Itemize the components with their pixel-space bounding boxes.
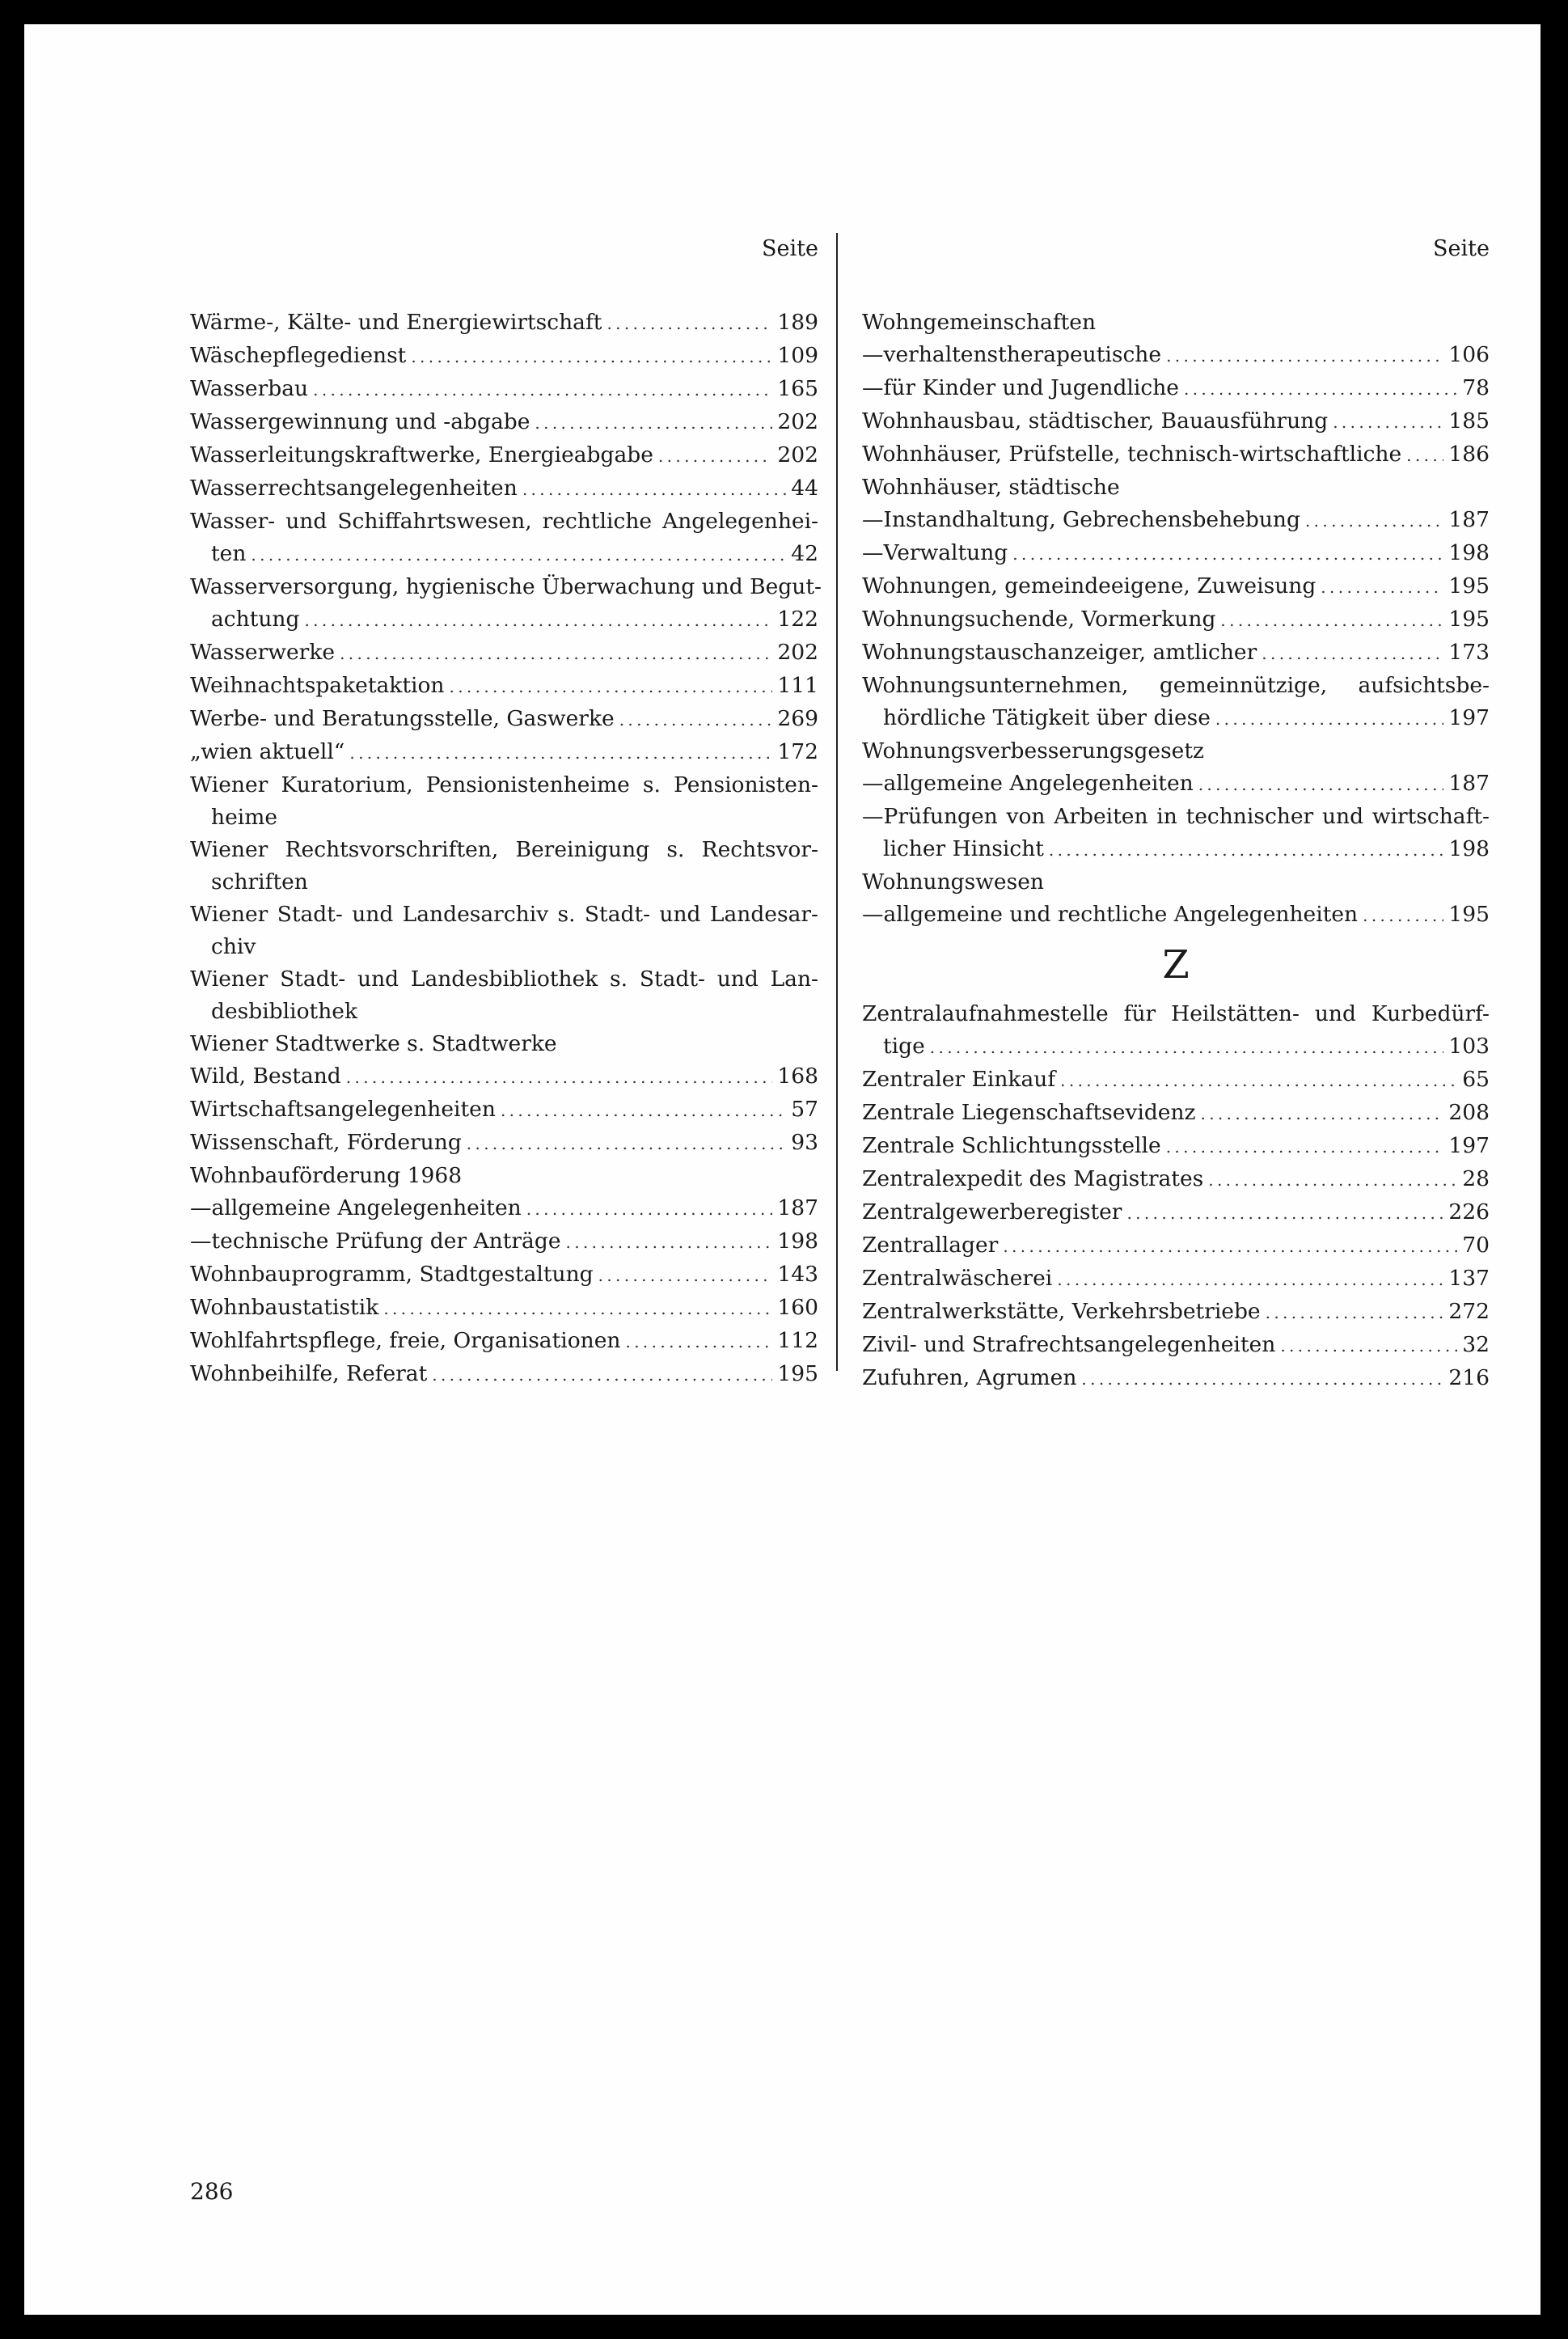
- dot-leader: [1363, 899, 1443, 932]
- dot-leader: [432, 1358, 772, 1391]
- entry-label: Zentraler Einkauf: [862, 1067, 1056, 1092]
- entry-label: —allgemeine und rechtliche Angelegenheiten: [862, 902, 1359, 927]
- entry-page-number: 195: [1448, 573, 1490, 598]
- entry-label: achtung: [211, 607, 300, 632]
- index-entry: Wiener Stadtwerke s. Stadtwerke: [190, 1031, 557, 1056]
- entry-label: Zentrale Schlichtungsstelle: [862, 1133, 1161, 1158]
- entry-page-number: 269: [777, 706, 818, 731]
- index-entry-line: Wiener Kuratorium, Pensionistenheime s. Pensionisten-: [190, 772, 818, 797]
- index-entry: [862, 1030, 1490, 1064]
- index-entry: [190, 1225, 818, 1258]
- index-entry-continuation: chiv: [211, 934, 256, 959]
- entry-label: Wohnungen, gemeindeeigene, Zuweisung: [862, 573, 1317, 598]
- index-entry: [862, 1097, 1490, 1130]
- index-entry-line: Wohnungsunternehmen, gemeinnützige, aufsichtsbe-: [862, 673, 1490, 698]
- entry-label: tige: [883, 1034, 925, 1059]
- dot-leader: [1081, 1362, 1443, 1395]
- index-entry: [862, 405, 1490, 438]
- entry-page-number: 197: [1448, 705, 1490, 730]
- dot-leader: [1201, 1097, 1444, 1130]
- index-entry-line: Wasser- und Schiffahrtswesen, rechtliche Angelegenhei-: [190, 509, 818, 534]
- index-entry-line: —Prüfungen von Arbeiten in technischer und wirtschaft-: [862, 804, 1490, 829]
- index-entry: [862, 833, 1490, 866]
- index-entry: [190, 538, 818, 571]
- entry-page-number: 70: [1462, 1233, 1490, 1258]
- dot-leader: [1215, 702, 1443, 735]
- index-entry: [190, 1325, 818, 1358]
- index-entry: [862, 899, 1490, 932]
- right-seite-header: Seite: [1433, 236, 1490, 261]
- index-entry: [862, 570, 1490, 603]
- index-entry: [862, 537, 1490, 570]
- dot-leader: [1060, 1064, 1457, 1097]
- index-entry: [862, 1229, 1490, 1263]
- entry-page-number: 198: [1448, 540, 1490, 565]
- index-entry: [862, 768, 1490, 801]
- entry-label: Wäschepflegedienst: [190, 343, 407, 368]
- entry-page-number: 109: [777, 343, 818, 368]
- index-entry: [862, 1196, 1490, 1229]
- entry-page-number: 42: [791, 541, 818, 566]
- entry-page-number: 168: [777, 1064, 818, 1089]
- dot-leader: [1198, 768, 1444, 801]
- entry-label: —für Kinder und Jugendliche: [862, 375, 1179, 400]
- entry-page-number: 195: [1448, 607, 1490, 632]
- index-entry: [190, 1292, 818, 1325]
- left-index-list: [190, 307, 822, 1391]
- dot-leader: [449, 670, 772, 703]
- dot-leader: [658, 439, 772, 472]
- entry-label: Wasserrechtsangelegenheiten: [190, 476, 518, 501]
- entry-page-number: 143: [777, 1262, 818, 1287]
- entry-label: Wild, Bestand: [190, 1064, 341, 1089]
- entry-page-number: 44: [791, 476, 818, 501]
- dot-leader: [411, 340, 772, 373]
- document-page: [24, 24, 1541, 2315]
- entry-page-number: 78: [1462, 375, 1490, 400]
- entry-page-number: 93: [791, 1130, 818, 1155]
- dot-leader: [304, 603, 772, 637]
- entry-page-number: 186: [1448, 442, 1490, 467]
- column-divider: [836, 233, 838, 1371]
- entry-label: licher Hinsicht: [883, 836, 1044, 861]
- entry-page-number: 197: [1448, 1133, 1490, 1158]
- entry-page-number: 122: [777, 607, 818, 632]
- dot-leader: [1321, 570, 1443, 603]
- index-entry-continuation: heime: [211, 805, 278, 830]
- entry-label: Wasserwerke: [190, 640, 336, 665]
- dot-leader: [1333, 405, 1443, 438]
- entry-page-number: 160: [777, 1295, 818, 1320]
- entry-page-number: 195: [777, 1361, 818, 1386]
- index-entry: [190, 307, 818, 340]
- entry-page-number: 208: [1448, 1100, 1490, 1125]
- dot-leader: [930, 1030, 1444, 1064]
- entry-label: Wohnbeihilfe, Referat: [190, 1361, 428, 1386]
- dot-leader: [1049, 833, 1443, 866]
- dot-leader: [1208, 1163, 1457, 1196]
- entry-label: Zentralexpedit des Magistrates: [862, 1166, 1204, 1191]
- dot-leader: [313, 373, 772, 406]
- index-entry: [190, 1093, 818, 1127]
- index-entry: [190, 1060, 818, 1093]
- entry-page-number: 272: [1448, 1299, 1490, 1324]
- entry-label: Zentrallager: [862, 1233, 999, 1258]
- entry-label: „wien aktuell“: [190, 739, 345, 764]
- index-entry: [862, 339, 1490, 372]
- entry-page-number: 165: [777, 376, 818, 401]
- dot-leader: [340, 637, 772, 670]
- dot-leader: [1184, 372, 1457, 405]
- index-entry: [862, 1329, 1490, 1362]
- index-entry: [862, 637, 1490, 670]
- dot-leader: [1126, 1196, 1443, 1229]
- entry-page-number: 57: [791, 1097, 818, 1122]
- dot-leader: [1280, 1329, 1457, 1362]
- entry-page-number: 111: [777, 673, 818, 698]
- dot-leader: [626, 1325, 773, 1358]
- dot-leader: [501, 1093, 786, 1127]
- right-index-list: [862, 307, 1490, 1395]
- index-entry-line: Wiener Rechtsvorschriften, Bereinigung s. Rechtsvor-: [190, 837, 818, 862]
- dot-leader: [522, 472, 786, 505]
- entry-label: Zentrale Liegenschaftsevidenz: [862, 1100, 1196, 1125]
- entry-label: Zentralwäscherei: [862, 1266, 1053, 1291]
- index-entry: [190, 1358, 818, 1391]
- dot-leader: [383, 1292, 772, 1325]
- dot-leader: [1012, 537, 1443, 570]
- index-entry-line: Zentralaufnahmestelle für Heilstätten- und Kurbedürf-: [862, 1001, 1490, 1026]
- index-entry-line: Wiener Stadt- und Landesbibliothek s. Stadt- und Lan-: [190, 966, 818, 992]
- index-entry: [862, 702, 1490, 735]
- dot-leader: [1057, 1263, 1443, 1296]
- entry-label: —Instandhaltung, Gebrechensbehebung: [862, 507, 1300, 532]
- index-entry: [862, 1362, 1490, 1395]
- entry-label: Wohnbaustatistik: [190, 1295, 379, 1320]
- dot-leader: [1305, 504, 1443, 537]
- index-entry: [190, 637, 818, 670]
- index-entry: Wohnungswesen: [862, 869, 1044, 895]
- entry-label: Zentralgewerberegister: [862, 1199, 1122, 1224]
- index-entry: [862, 1163, 1490, 1196]
- left-seite-header: Seite: [762, 236, 818, 261]
- entry-page-number: 189: [777, 310, 818, 335]
- dot-leader: [467, 1127, 786, 1160]
- entry-label: Wasserbau: [190, 376, 309, 401]
- entry-page-number: 216: [1448, 1365, 1490, 1390]
- entry-label: Zufuhren, Agrumen: [862, 1365, 1077, 1390]
- index-entry-continuation: schriften: [211, 869, 308, 895]
- dot-leader: [1406, 438, 1443, 472]
- dot-leader: [1266, 1296, 1444, 1329]
- entry-page-number: 172: [777, 739, 818, 764]
- entry-label: Werbe- und Beratungsstelle, Gaswerke: [190, 706, 615, 731]
- entry-page-number: 198: [777, 1229, 818, 1254]
- dot-leader: [606, 307, 772, 340]
- entry-page-number: 65: [1462, 1067, 1490, 1092]
- index-entry: [190, 670, 818, 703]
- entry-label: Wärme-, Kälte- und Energiewirtschaft: [190, 310, 602, 335]
- entry-page-number: 112: [777, 1328, 818, 1353]
- entry-page-number: 32: [1462, 1332, 1490, 1357]
- entry-page-number: 202: [777, 640, 818, 665]
- index-entry: [190, 703, 818, 736]
- entry-label: Wassergewinnung und -abgabe: [190, 409, 530, 434]
- entry-page-number: 103: [1448, 1034, 1490, 1059]
- entry-label: Wohlfahrtspflege, freie, Organisationen: [190, 1328, 621, 1353]
- dot-leader: [598, 1258, 773, 1292]
- entry-label: Wohnbauprogramm, Stadtgestaltung: [190, 1262, 594, 1287]
- dot-leader: [1003, 1229, 1457, 1263]
- entry-label: Wohnhäuser, Prüfstelle, technisch-wirtschaftliche: [862, 442, 1402, 467]
- dot-leader: [1166, 1130, 1444, 1163]
- entry-label: hördliche Tätigkeit über diese: [883, 705, 1211, 730]
- index-entry: [862, 603, 1490, 637]
- entry-label: Wirtschaftsangelegenheiten: [190, 1097, 496, 1122]
- entry-label: ten: [211, 541, 247, 566]
- page-number: 286: [190, 2178, 234, 2205]
- entry-label: Wasserleitungskraftwerke, Energieabgabe: [190, 442, 653, 467]
- index-entry: [862, 1263, 1490, 1296]
- index-entry-line: Wasserversorgung, hygienische Überwachung und Begut-: [190, 574, 822, 599]
- entry-page-number: 198: [1448, 836, 1490, 861]
- entry-label: Zentralwerkstätte, Verkehrsbetriebe: [862, 1299, 1261, 1324]
- dot-leader: [1220, 603, 1443, 637]
- index-entry: [190, 1127, 818, 1160]
- entry-page-number: 185: [1448, 408, 1490, 434]
- dot-leader: [619, 703, 773, 736]
- index-entry: Wohnungsverbesserungsgesetz: [862, 738, 1204, 763]
- index-entry: [190, 1258, 818, 1292]
- entry-label: Wohnhausbau, städtischer, Bauausführung: [862, 408, 1329, 434]
- index-entry: [190, 373, 818, 406]
- index-entry: Wohnbauförderung 1968: [190, 1163, 463, 1188]
- dot-leader: [349, 736, 772, 769]
- entry-label: Zivil- und Strafrechtsangelegenheiten: [862, 1332, 1276, 1357]
- entry-label: Wissenschaft, Förderung: [190, 1130, 462, 1155]
- section-letter-heading: Z: [1162, 942, 1190, 988]
- dot-leader: [251, 538, 786, 571]
- entry-page-number: 106: [1448, 342, 1490, 367]
- index-entry: [862, 504, 1490, 537]
- index-entry: Wohngemeinschaften: [862, 310, 1097, 335]
- index-entry: [862, 1130, 1490, 1163]
- index-entry: [190, 406, 818, 439]
- dot-leader: [346, 1060, 773, 1093]
- dot-leader: [1166, 339, 1443, 372]
- entry-page-number: 187: [777, 1195, 818, 1220]
- entry-label: Weihnachtspaketaktion: [190, 673, 445, 698]
- index-entry: [190, 340, 818, 373]
- dot-leader: [1262, 637, 1443, 670]
- dot-leader: [535, 406, 772, 439]
- entry-page-number: 173: [1448, 640, 1490, 665]
- entry-page-number: 226: [1448, 1199, 1490, 1224]
- entry-label: —verhaltenstherapeutische: [862, 342, 1162, 367]
- entry-page-number: 187: [1448, 507, 1490, 532]
- index-entry: [190, 472, 818, 505]
- entry-label: —allgemeine Angelegenheiten: [190, 1195, 522, 1220]
- entry-label: —technische Prüfung der Anträge: [190, 1229, 561, 1254]
- index-entry: [190, 1192, 818, 1225]
- index-entry-continuation: desbibliothek: [211, 999, 358, 1024]
- index-entry: [862, 372, 1490, 405]
- index-entry: [190, 603, 818, 637]
- index-entry: [862, 1064, 1490, 1097]
- entry-label: Wohnungsuchende, Vormerkung: [862, 607, 1216, 632]
- entry-label: Wohnungstauschanzeiger, amtlicher: [862, 640, 1257, 665]
- index-entry: [190, 439, 818, 472]
- index-entry: [862, 1296, 1490, 1329]
- dot-leader: [566, 1225, 773, 1258]
- entry-label: —Verwaltung: [862, 540, 1008, 565]
- dot-leader: [526, 1192, 773, 1225]
- index-entry: Wohnhäuser, städtische: [862, 475, 1120, 500]
- entry-page-number: 195: [1448, 902, 1490, 927]
- index-entry: [190, 736, 818, 769]
- entry-page-number: 202: [777, 409, 818, 434]
- entry-page-number: 28: [1462, 1166, 1490, 1191]
- entry-page-number: 202: [777, 442, 818, 467]
- entry-page-number: 187: [1448, 771, 1490, 796]
- index-entry: [862, 438, 1490, 472]
- entry-label: —allgemeine Angelegenheiten: [862, 771, 1194, 796]
- entry-page-number: 137: [1448, 1266, 1490, 1291]
- index-entry-line: Wiener Stadt- und Landesarchiv s. Stadt- und Landesar-: [190, 902, 818, 927]
